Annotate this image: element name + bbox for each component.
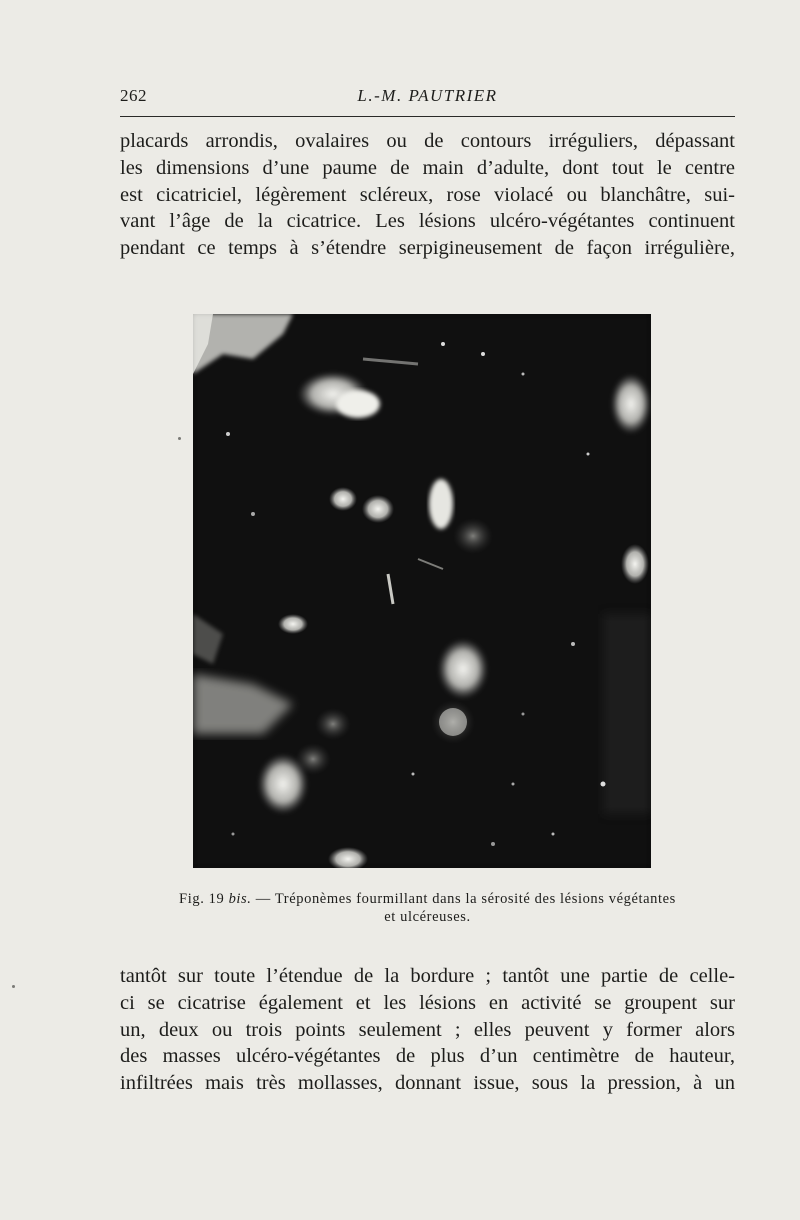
caption-label-suffix: bis.	[228, 891, 252, 907]
figure-caption	[120, 890, 735, 926]
header-rule	[120, 116, 735, 117]
page-number: 262	[120, 86, 147, 105]
paper-speck	[178, 437, 181, 440]
text-line: infiltrées mais très mollasses, donnant issue, sous la pression, à un	[120, 1072, 735, 1095]
caption-line-2: et ulcéreuses.	[384, 909, 471, 925]
caption-text: — Tréponèmes fourmillant dans la sérosité des lésions végétantes	[255, 891, 676, 907]
text-line: des masses ulcéro-végétantes de plus d’un centimètre de hauteur,	[120, 1045, 735, 1068]
caption-line-1	[120, 890, 735, 908]
text-line: un, deux ou trois points seulement ; elles peuvent y former alors	[120, 1018, 735, 1041]
page-header	[120, 86, 735, 110]
paper-speck	[12, 985, 15, 988]
running-head: L.-M. PAUTRIER	[357, 86, 498, 105]
text-line: ci se cicatrise également et les lésions en activité se groupent sur	[120, 991, 735, 1014]
text-line: placards arrondis, ovalaires ou de contours irréguliers, dépassant	[120, 130, 735, 152]
paragraph-bottom	[120, 963, 735, 1097]
caption-label: Fig. 19	[179, 891, 225, 907]
paragraph-top	[120, 128, 735, 262]
text-line: est cicatriciel, légèrement scléreux, rose violacé ou blanchâtre, sui-	[120, 183, 735, 206]
text-line: les dimensions d’une paume de main d’adulte, dont tout le centre	[120, 156, 735, 179]
text-line: pendant ce temps à s’étendre serpigineusement de façon irrégulière,	[120, 237, 735, 260]
text-line: tantôt sur toute l’étendue de la bordure ; tantôt une partie de celle-	[120, 965, 735, 987]
text-line: vant l’âge de la cicatrice. Les lésions ulcéro-végétantes continuent	[120, 210, 735, 233]
micrograph-image	[193, 314, 651, 868]
micrograph-figure	[193, 314, 651, 868]
